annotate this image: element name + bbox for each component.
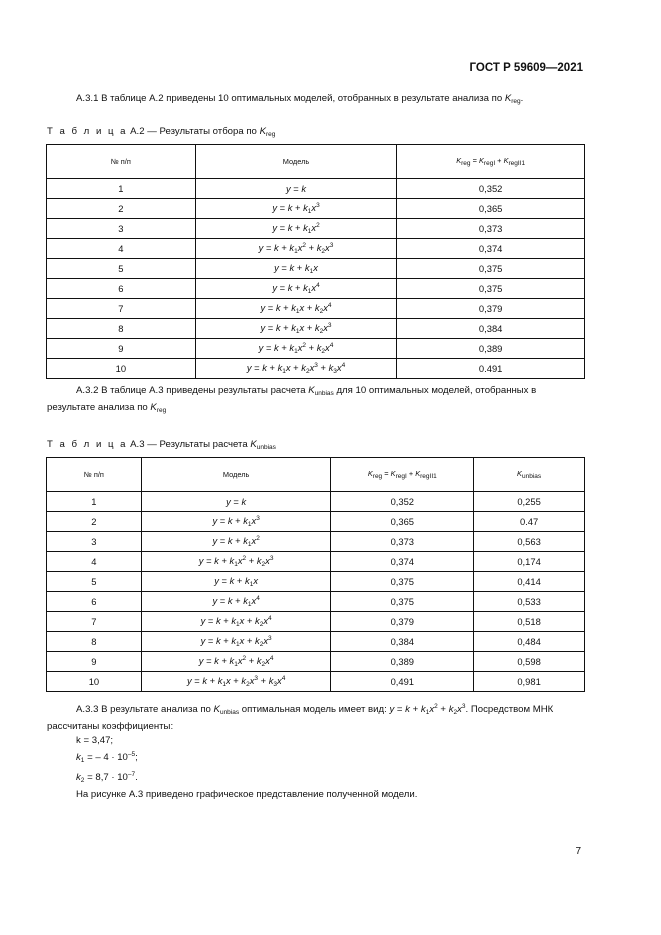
table-row: 4 $y = k + k_1x^2 + k_2x^3$ 0,374 0,174 [47,552,585,572]
table-row: 5 $y = k + k_1x$ 0,375 [47,259,585,279]
table-row: 8 $y = k + k_1x + k_2x^3$ 0,384 [47,319,585,339]
k-subscript: reg [511,98,521,105]
table-row: 7 $y = k + k_1x + k_2x^4$ 0,379 0,518 [47,612,585,632]
table-a3 [46,457,585,692]
table-a2 [46,144,585,379]
coef-k1: $k_1$ = – $4 \cdot 10^{-5}$; [76,751,138,764]
paragraph-a33: А.3.3 В результате анализа по $K_{unbias}$ оптимальная модель имеет вид: $y = k + k_1x^2 + k_2x^3$. Посредством МНК рассчитаны коэффициенты: k = 3,47; $k_1$ = – $4 \cdot 10^{-5}$; $k_2 = 8,7 \cdot 10^{-7}$. На рисунке А.3 приведено графическое представление полученной модели. [47,700,585,802]
table-row: 4 $y = k + k_1x^2 + k_2x^3$ 0,374 [47,239,585,259]
table-row: 10 $y = k + k_1x + k_2x^3 + k_3x^4$ 0,491 0,981 [47,672,585,692]
table-row: 6 $y = k + k_1x^4$ 0,375 0,533 [47,592,585,612]
table-row: 5 $y = k + k_1x$ 0,375 0,414 [47,572,585,592]
table-row: 9 $y = k + k_1x^2 + k_2x^4$ 0,389 [47,339,585,359]
header-kunbias: $K_{unbias}$ [474,458,585,492]
table-row: 6 $y = k + k_1x^4$ 0,375 [47,279,585,299]
table-a3-caption: Т а б л и ц а А.3 — Результаты расчета $K_{unbias}$ [47,439,276,451]
coef-k: k = 3,47; [76,735,114,746]
header-kreg: $K_{reg} = K_{regI} + K_{regII1}$ [397,145,585,179]
table-header-row [47,458,585,492]
table-row: 3 $y = k + k_1x^2$ 0,373 [47,219,585,239]
table-row: 2 $y = k + k_1x^3$ 0,365 [47,199,585,219]
table-row: 1 y = k 0,352 0,255 [47,492,585,512]
paragraph-a32: А.3.2 В таблице А.3 приведены результаты расчета $K_{unbias}$ для 10 оптимальных моделей, отобранных в результате анализа по $K_{reg}$ [47,385,537,414]
table-row: 9 $y = k + k_1x^2 + k_2x^4$ 0,389 0,598 [47,652,585,672]
paragraph-a31-text: А.3.1 В таблице А.2 приведены 10 оптимальных моделей, отобранных в результате анализа по [76,93,505,104]
header-num: № п/п [47,145,196,179]
k-symbol: K [504,93,512,104]
coef-k2: $k_2 = 8,7 \cdot 10^{-7}$. [76,771,138,784]
table-row: 1 y = k 0,352 [47,179,585,199]
table-row: 8 $y = k + k_1x + k_2x^3$ 0,384 0,484 [47,632,585,652]
header-model: Модель [141,458,331,492]
header-num: № п/п [47,458,142,492]
paragraph-a31: А.3.1 В таблице А.2 приведены 10 оптимальных моделей, отобранных в результате анализа по $K_{reg}$. [76,93,524,105]
header-model: Модель [195,145,397,179]
table-row: 10 $y = k + k_1x + k_2x^3 + k_3x^4$ 0.491 [47,359,585,379]
table-header-row [47,145,585,179]
standard-designation: ГОСТ Р 59609—2021 [469,62,583,74]
table-row: 3 $y = k + k_1x^2$ 0,373 0,563 [47,532,585,552]
table-row: 2 $y = k + k_1x^3$ 0,365 0.47 [47,512,585,532]
table-a2-caption: Т а б л и ц а А.2 — Результаты отбора по $K_{reg}$ [47,126,276,138]
table-row: 7 $y = k + k_1x + k_2x^4$ 0,379 [47,299,585,319]
page-number: 7 [575,846,581,857]
header-kreg: $K_{reg} = K_{regI} + K_{regII1}$ [331,458,474,492]
